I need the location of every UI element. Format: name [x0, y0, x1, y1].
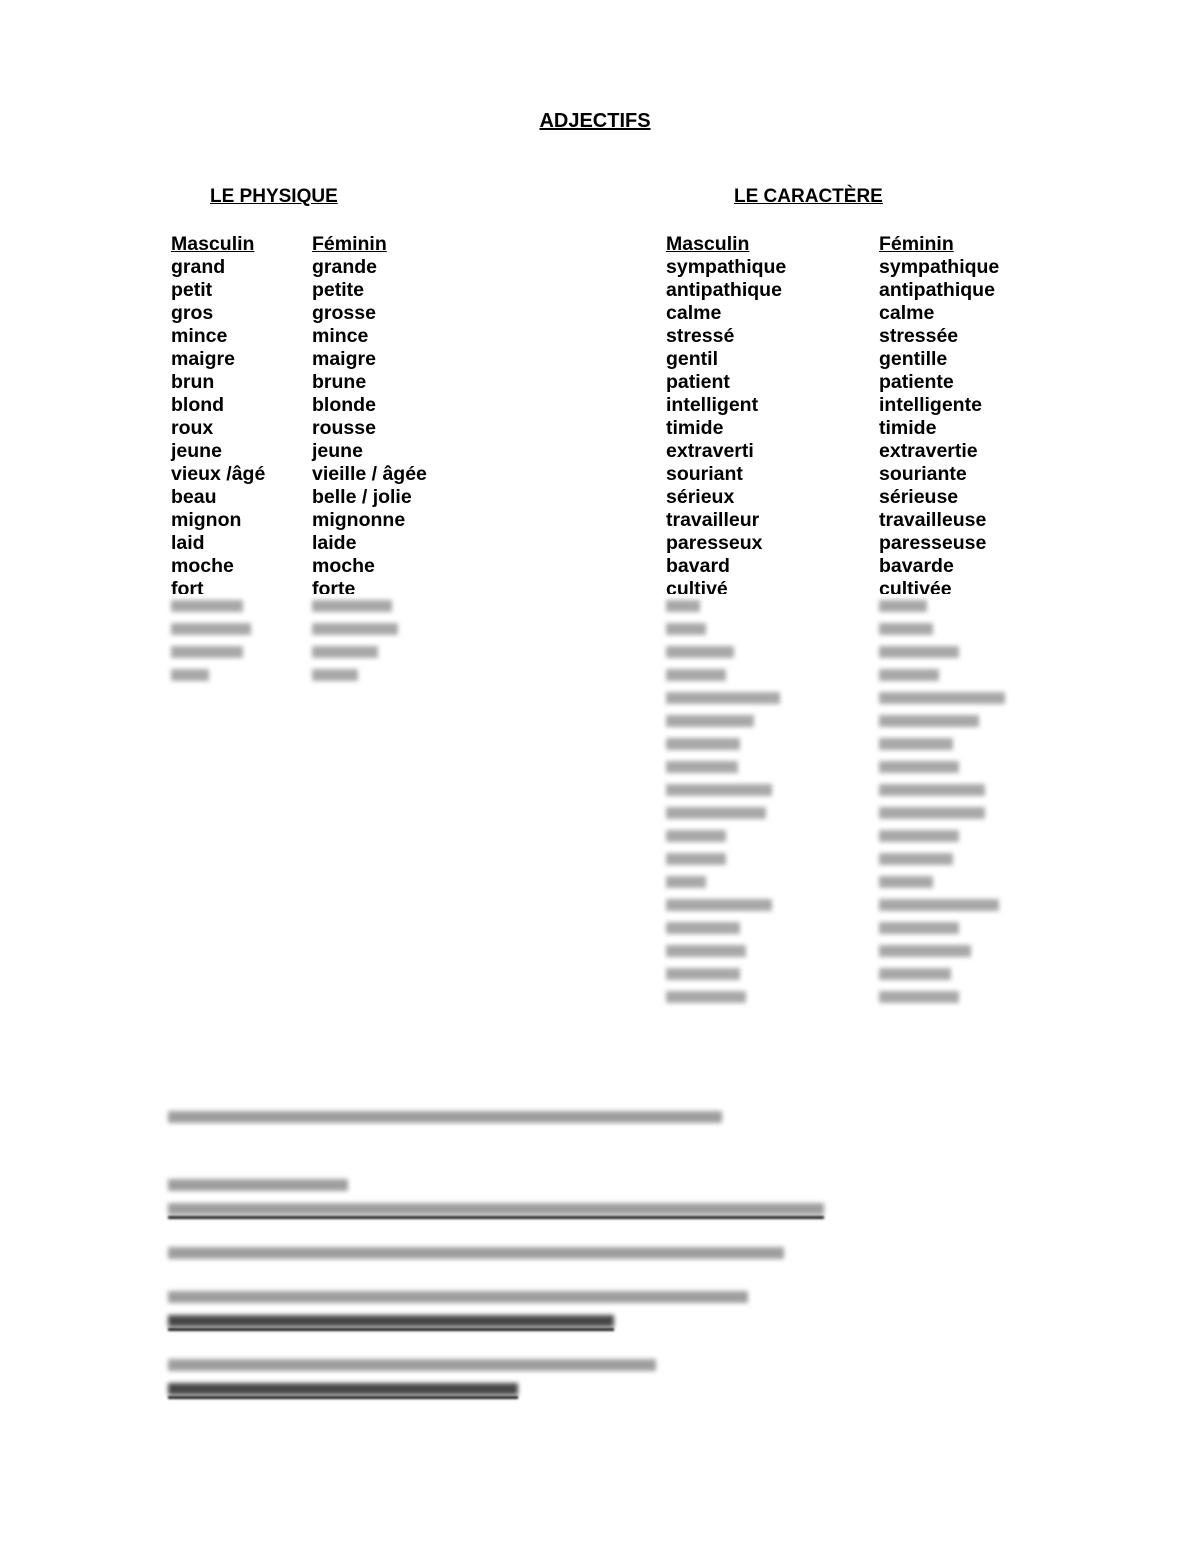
- adjective-masc: timide: [666, 417, 724, 439]
- adjective-fem: blonde: [312, 394, 376, 416]
- column-header-feminin: Féminin: [879, 233, 954, 255]
- adjective-masc: blond: [171, 394, 225, 416]
- adjective-masc: sympathique: [666, 256, 787, 278]
- obscured-adjective: [666, 870, 786, 893]
- adjective-masc: vieux /âgé: [171, 463, 266, 485]
- redaction-bar: [171, 623, 251, 635]
- adjective-masc: beau: [171, 486, 217, 508]
- adjective-masc: bavard: [666, 555, 730, 577]
- adjective-fem: timide: [879, 417, 937, 439]
- redaction-bar: [312, 623, 398, 635]
- obscured-adjective: [666, 962, 786, 985]
- obscured-notes: [168, 1105, 868, 1401]
- redaction-bar: [666, 600, 700, 612]
- redaction-bar: [879, 991, 959, 1003]
- redaction-bar: [879, 968, 951, 980]
- redaction-bar: [879, 623, 933, 635]
- obscured-adjective: [879, 686, 999, 709]
- adjective-masc: jeune: [171, 440, 222, 462]
- adjective-fem: vieille / âgée: [312, 463, 427, 485]
- adjective-fem: grande: [312, 256, 378, 278]
- adjective-masc: gentil: [666, 348, 718, 370]
- obscured-adjective: [879, 824, 999, 847]
- redaction-bar: [666, 692, 780, 704]
- obscured-adjective: [879, 916, 999, 939]
- redaction-bar: [168, 1359, 656, 1371]
- adjective-masc: moche: [171, 555, 234, 577]
- adjective-fem: laide: [312, 532, 357, 554]
- adjective-masc: laid: [171, 532, 205, 554]
- column-header-masculin: Masculin: [171, 233, 255, 255]
- adjective-masc: mince: [171, 325, 228, 347]
- redaction-bar: [879, 922, 959, 934]
- obscured-adjective: [312, 594, 427, 617]
- obscured-adjective: [879, 847, 999, 870]
- obscured-adjective: [666, 778, 786, 801]
- adjective-masc: fort: [171, 578, 204, 594]
- redaction-bar: [879, 830, 959, 842]
- adjective-masc: gros: [171, 302, 214, 324]
- adjective-fem: calme: [879, 302, 935, 324]
- obscured-adjective: [879, 801, 999, 824]
- adjective-masc: petit: [171, 279, 213, 301]
- adjective-fem: souriante: [879, 463, 967, 485]
- adjective-masc: cultivé: [666, 578, 728, 594]
- adjective-fem: maigre: [312, 348, 376, 370]
- obscured-adjective: [312, 640, 427, 663]
- adjective-masc: maigre: [171, 348, 235, 370]
- adjective-masc: patient: [666, 371, 730, 393]
- redaction-bar: [879, 945, 971, 957]
- redaction-bar: [879, 761, 959, 773]
- redaction-bar: [666, 761, 738, 773]
- obscured-adjective: [666, 893, 786, 916]
- obscured-adjective: [666, 916, 786, 939]
- adjective-fem: intelligente: [879, 394, 982, 416]
- redaction-bar: [879, 784, 985, 796]
- underline-mark: [168, 1216, 824, 1219]
- adjective-fem: gentille: [879, 348, 948, 370]
- obscured-adjective: [879, 732, 999, 755]
- redaction-bar: [666, 876, 706, 888]
- obscured-adjective: [312, 663, 427, 686]
- obscured-adjective: [879, 709, 999, 732]
- obscured-adjective: [666, 640, 786, 663]
- redaction-bar: [879, 899, 999, 911]
- redaction-bar: [312, 600, 392, 612]
- redaction-bar: [168, 1291, 748, 1303]
- adjective-masc: paresseux: [666, 532, 763, 554]
- redaction-bar: [666, 646, 734, 658]
- adjective-fem: forte: [312, 578, 356, 594]
- caractere-masculin-column: [666, 233, 786, 1008]
- adjective-fem: antipathique: [879, 279, 995, 301]
- obscured-adjective: [666, 939, 786, 962]
- redaction-bar: [171, 600, 243, 612]
- obscured-adjective: [879, 755, 999, 778]
- adjective-fem: brune: [312, 371, 367, 393]
- adjective-fem: stressée: [879, 325, 959, 347]
- adjective-fem: sympathique: [879, 256, 1000, 278]
- redaction-bar: [666, 715, 754, 727]
- adjective-masc: travailleur: [666, 509, 760, 531]
- obscured-adjective: [666, 824, 786, 847]
- redaction-bar: [666, 968, 740, 980]
- column-header-feminin: Féminin: [312, 233, 387, 255]
- adjective-masc: calme: [666, 302, 722, 324]
- obscured-adjective: [666, 985, 786, 1008]
- redaction-bar: [879, 646, 959, 658]
- adjective-fem: mignonne: [312, 509, 406, 531]
- adjective-masc: brun: [171, 371, 215, 393]
- obscured-adjective: [879, 663, 999, 686]
- redaction-bar: [168, 1315, 614, 1327]
- adjective-fem: cultivée: [879, 578, 952, 594]
- adjective-masc: grand: [171, 256, 226, 278]
- adjective-fem: extravertie: [879, 440, 978, 462]
- redaction-bar: [879, 692, 1005, 704]
- redaction-bar: [666, 945, 746, 957]
- obscured-adjective: [879, 985, 999, 1008]
- adjective-fem: patiente: [879, 371, 954, 393]
- obscured-note: [168, 1173, 868, 1221]
- obscured-adjective: [666, 594, 786, 617]
- redaction-bar: [312, 646, 378, 658]
- adjective-fem: grosse: [312, 302, 376, 324]
- redaction-bar: [666, 623, 706, 635]
- redaction-bar: [666, 669, 726, 681]
- adjective-fem: rousse: [312, 417, 376, 439]
- redaction-bar: [168, 1179, 348, 1191]
- obscured-adjective: [666, 686, 786, 709]
- redaction-bar: [312, 669, 358, 681]
- adjective-fem: belle / jolie: [312, 486, 412, 508]
- obscured-adjective: [879, 640, 999, 663]
- adjective-masc: sérieux: [666, 486, 735, 508]
- redaction-bar: [666, 830, 726, 842]
- adjective-masc: souriant: [666, 463, 743, 485]
- redaction-bar: [666, 853, 726, 865]
- obscured-adjective: [666, 709, 786, 732]
- redaction-bar: [171, 646, 243, 658]
- obscured-adjective: [171, 640, 265, 663]
- redaction-bar: [879, 738, 953, 750]
- obscured-adjective: [666, 732, 786, 755]
- adjective-fem: moche: [312, 555, 375, 577]
- obscured-adjective: [879, 939, 999, 962]
- obscured-adjective: [666, 801, 786, 824]
- adjective-masc: extraverti: [666, 440, 754, 462]
- adjective-masc: antipathique: [666, 279, 782, 301]
- obscured-adjective: [666, 847, 786, 870]
- physique-feminin-column: [312, 233, 427, 686]
- obscured-adjective: [879, 962, 999, 985]
- adjective-masc: roux: [171, 417, 214, 439]
- obscured-note: [168, 1241, 868, 1265]
- adjective-masc: stressé: [666, 325, 735, 347]
- obscured-adjective: [879, 617, 999, 640]
- section-heading-physique: LE PHYSIQUE: [210, 186, 338, 207]
- adjective-fem: bavarde: [879, 555, 954, 577]
- column-header-masculin: Masculin: [666, 233, 750, 255]
- obscured-adjective: [312, 617, 427, 640]
- redaction-bar: [168, 1203, 824, 1215]
- redaction-bar: [666, 922, 740, 934]
- adjective-masc: intelligent: [666, 394, 759, 416]
- redaction-bar: [666, 899, 772, 911]
- adjective-fem: sérieuse: [879, 486, 959, 508]
- redaction-bar: [168, 1111, 722, 1123]
- obscured-adjective: [879, 870, 999, 893]
- obscured-note: [168, 1105, 868, 1129]
- obscured-adjective: [666, 663, 786, 686]
- obscured-adjective: [879, 893, 999, 916]
- redaction-bar: [168, 1383, 518, 1395]
- redaction-bar: [879, 669, 939, 681]
- obscured-adjective: [879, 594, 999, 617]
- adjective-fem: jeune: [312, 440, 363, 462]
- adjective-masc: mignon: [171, 509, 242, 531]
- redaction-bar: [666, 784, 772, 796]
- obscured-adjective: [171, 617, 265, 640]
- adjective-fem: mince: [312, 325, 369, 347]
- section-heading-caractere: LE CARACTÈRE: [734, 186, 883, 207]
- redaction-bar: [879, 853, 953, 865]
- adjective-fem: travailleuse: [879, 509, 987, 531]
- obscured-adjective: [666, 755, 786, 778]
- underline-mark: [168, 1396, 518, 1399]
- obscured-adjective: [879, 778, 999, 801]
- obscured-note: [168, 1285, 868, 1333]
- redaction-bar: [171, 669, 209, 681]
- physique-masculin-column: [171, 233, 265, 686]
- obscured-adjective: [171, 594, 265, 617]
- redaction-bar: [666, 738, 740, 750]
- adjective-fem: petite: [312, 279, 365, 301]
- redaction-bar: [879, 715, 979, 727]
- redaction-bar: [879, 876, 933, 888]
- page-title: ADJECTIFS: [539, 110, 651, 132]
- redaction-bar: [879, 600, 927, 612]
- redaction-bar: [666, 991, 746, 1003]
- underline-mark: [168, 1328, 614, 1331]
- obscured-adjective: [666, 617, 786, 640]
- obscured-adjective: [171, 663, 265, 686]
- redaction-bar: [879, 807, 985, 819]
- redaction-bar: [168, 1247, 784, 1259]
- redaction-bar: [666, 807, 766, 819]
- obscured-note: [168, 1353, 868, 1401]
- adjective-fem: paresseuse: [879, 532, 987, 554]
- caractere-feminin-column: [879, 233, 999, 1008]
